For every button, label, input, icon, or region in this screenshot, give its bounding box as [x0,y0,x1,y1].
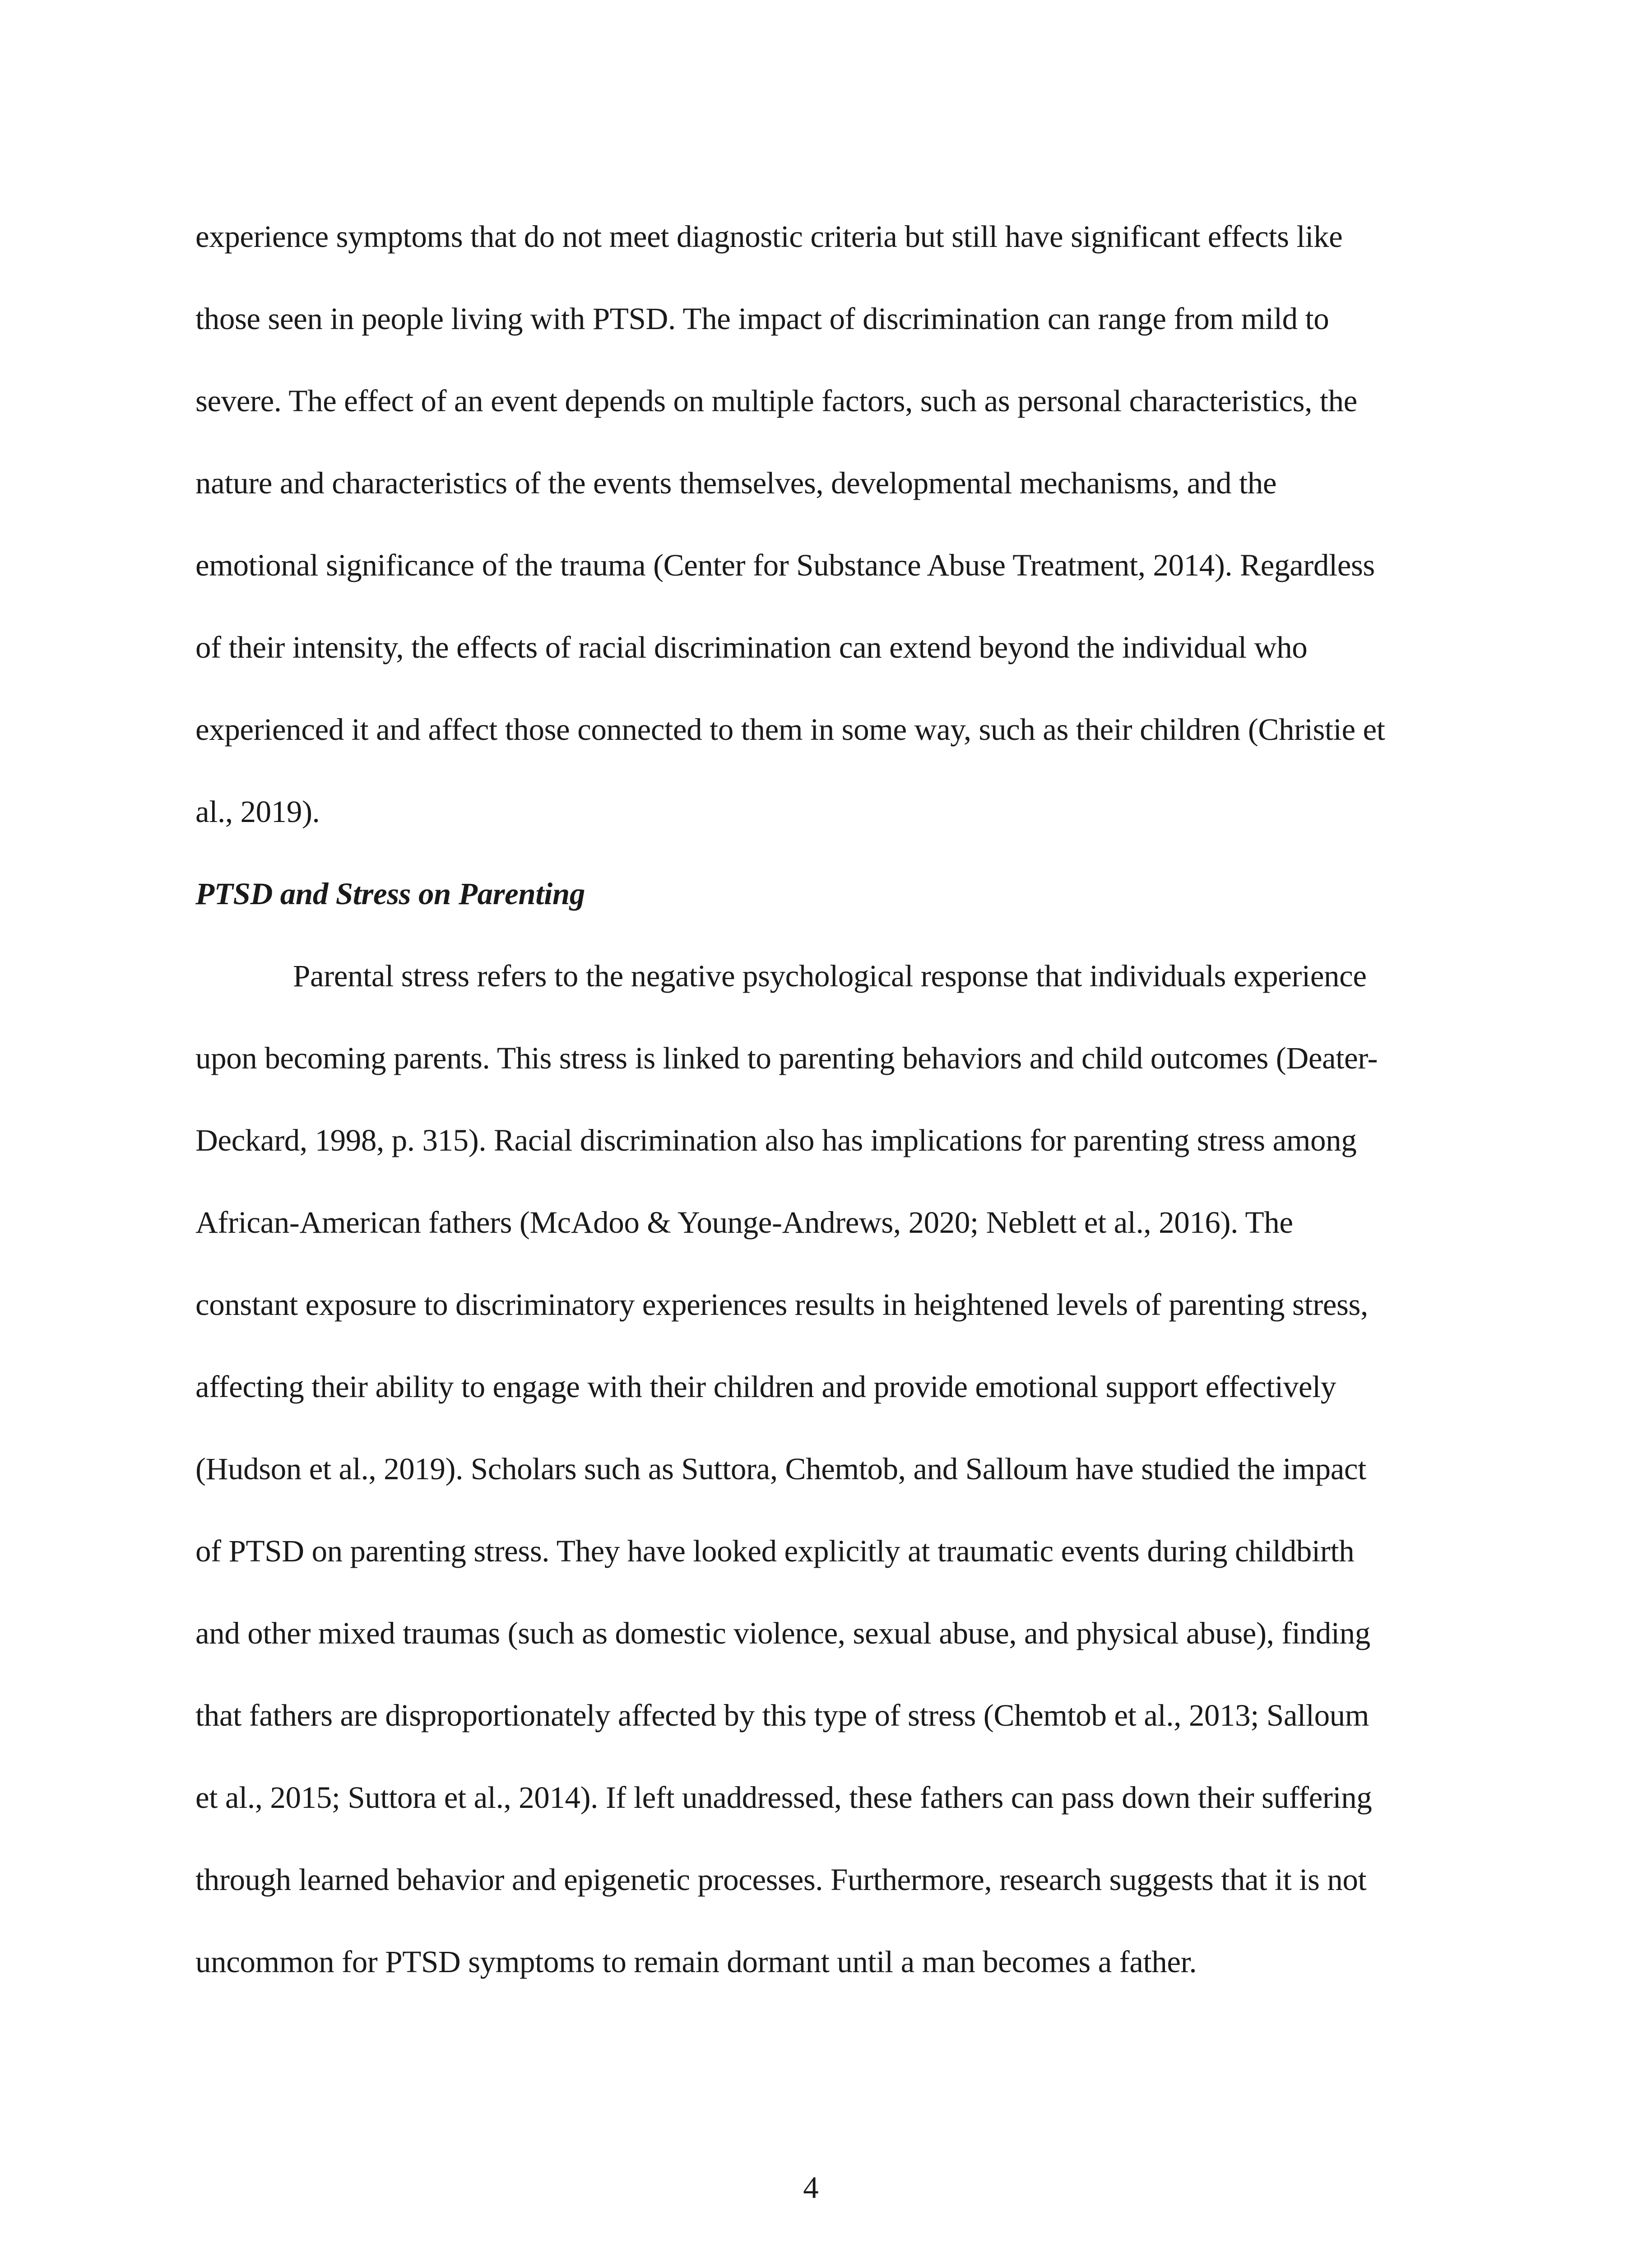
paragraph-line: uncommon for PTSD symptoms to remain dormant until a man becomes a father. [195,1945,1197,1979]
paragraph-line: and other mixed traumas (such as domestic violence, sexual abuse, and physical abuse), finding [195,1616,1370,1650]
paragraph-line: emotional significance of the trauma (Center for Substance Abuse Treatment, 2014). Regardless [195,548,1375,582]
paragraph-line: nature and characteristics of the events themselves, developmental mechanisms, and the [195,466,1277,500]
paragraph-line: severe. The effect of an event depends on multiple factors, such as personal characteristics, the [195,384,1357,418]
paragraph-line: of PTSD on parenting stress. They have looked explicitly at traumatic events during childbirth [195,1534,1355,1568]
paragraph-line: experienced it and affect those connected to them in some way, such as their children (Christie et [195,712,1385,747]
paragraph-line: those seen in people living with PTSD. The impact of discrimination can range from mild to [195,302,1329,336]
paragraph-line: (Hudson et al., 2019). Scholars such as Suttora, Chemtob, and Salloum have studied the impact [195,1452,1366,1486]
paragraph-line: affecting their ability to engage with their children and provide emotional support effectively [195,1370,1336,1404]
paragraph-line: upon becoming parents. This stress is linked to parenting behaviors and child outcomes (Deater- [195,1041,1378,1075]
page-number: 4 [803,2170,819,2205]
paragraph-line: African-American fathers (McAdoo & Younge-Andrews, 2020; Neblett et al., 2016). The [195,1205,1293,1240]
paragraph-line: Deckard, 1998, p. 315). Racial discrimination also has implications for parenting stress among [195,1123,1357,1157]
paragraph-line: Parental stress refers to the negative psychological response that individuals experience [293,959,1367,993]
paragraph-line: that fathers are disproportionately affected by this type of stress (Chemtob et al., 2013; Salloum [195,1698,1369,1732]
paragraph-line: experience symptoms that do not meet diagnostic criteria but still have significant effects like [195,219,1343,254]
paragraph-line: constant exposure to discriminatory experiences results in heightened levels of parenting stress, [195,1287,1368,1322]
paragraph-line: through learned behavior and epigenetic processes. Furthermore, research suggests that it is not [195,1862,1367,1897]
paragraph-line: of their intensity, the effects of racial discrimination can extend beyond the individual who [195,630,1308,664]
paragraph-line: et al., 2015; Suttora et al., 2014). If left unaddressed, these fathers can pass down their suffering [195,1780,1372,1815]
paragraph-line: al., 2019). [195,794,320,829]
section-heading: PTSD and Stress on Parenting [195,877,585,911]
